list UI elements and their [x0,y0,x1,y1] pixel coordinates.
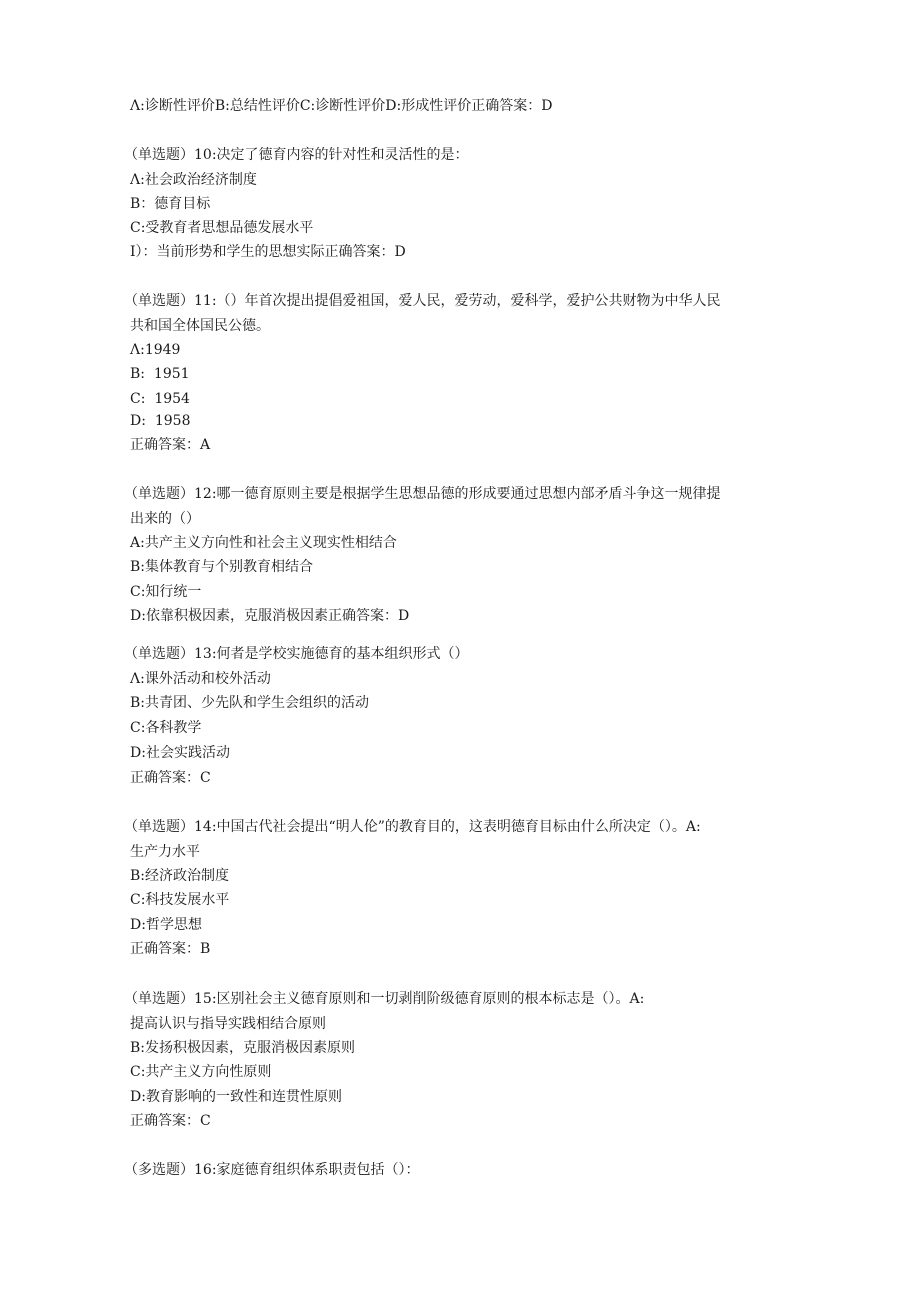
q13-answer: 正确答案：C [130,770,211,786]
q12-option-b: B:集体教育与个别教育相结合 [130,559,314,575]
q15-option-b: B:发扬积极因素，克服消极因素原则 [130,1040,356,1056]
q11-option-b: B: 1951 [130,366,190,382]
q15-option-d: D:教育影响的一致性和连贯性原则 [130,1089,342,1105]
q13-option-c: C:各科教学 [130,720,202,736]
q11-option-d: D: 1958 [130,413,191,429]
q14-option-a: 生产力水平 [130,844,200,860]
q13-option-a: Λ:课外活动和校外活动 [130,671,271,687]
q15-option-a: 提高认识与指导实践相结合原则 [130,1016,326,1032]
q14-stem: （单选题）14:中国古代社会提出“明人伦”的教育目的，这表明德育目标由什么所决定（）。A: [124,819,701,835]
q12-stem-cont: 出来的（） [130,511,200,527]
q10-option-b: B：德育目标 [130,196,211,212]
q10-option-d-answer: I）：当前形势和学生的思想实际正确答案：D [130,244,406,260]
q10-option-c: C:受教育者思想品德发展水平 [130,220,314,236]
q10-stem: （单选题）10:决定了德育内容的针对性和灵活性的是： [124,147,469,163]
q15-option-c: C:共产主义方向性原则 [130,1064,272,1080]
q14-option-c: C:科技发展水平 [130,892,230,908]
q12-option-a: A:共产主义方向性和社会主义现实性相结合 [130,535,397,551]
q15-stem: （单选题）15:区别社会主义德育原则和一切剥削阶级德育原则的根本标志是（）。A: [124,991,645,1007]
q11-option-a: Λ:1949 [130,342,181,358]
q11-answer: 正确答案：A [130,437,211,453]
q14-option-d: D:哲学思想 [130,917,202,933]
q13-option-b: B:共青团、少先队和学生会组织的活动 [130,695,370,711]
q12-stem: （单选题）12:哪一德育原则主要是根据学生思想品德的形成要通过思想内部矛盾斗争这一规律提 [124,486,721,502]
q13-option-d: D:社会实践活动 [130,745,230,761]
q16-stem: （多选题）16:家庭德育组织体系职责包括（）： [124,1162,420,1178]
q11-option-c: C: 1954 [130,391,190,407]
q10-option-a: Λ:社会政治经济制度 [130,172,257,188]
q15-answer: 正确答案：C [130,1113,211,1129]
q11-stem-cont: 共和国全体国民公德。 [130,318,270,334]
q12-option-d-answer: D:依靠积极因素，克服消极因素正确答案：D [130,608,410,624]
q14-option-b: B:经济政治制度 [130,868,230,884]
q9-options-answer: Λ:诊断性评价B:总结性评价C:诊断性评价D:形成性评价正确答案：D [130,98,553,114]
q12-option-c: C:知行统一 [130,584,202,600]
q13-stem: （单选题）13:何者是学校实施德育的基本组织形式（） [124,646,469,662]
q11-stem: （单选题）11:（）年首次提出提倡爱祖国，爱人民，爱劳动，爱科学，爱护公共财物为中华人民 [124,293,721,309]
q14-answer: 正确答案：B [130,941,211,957]
